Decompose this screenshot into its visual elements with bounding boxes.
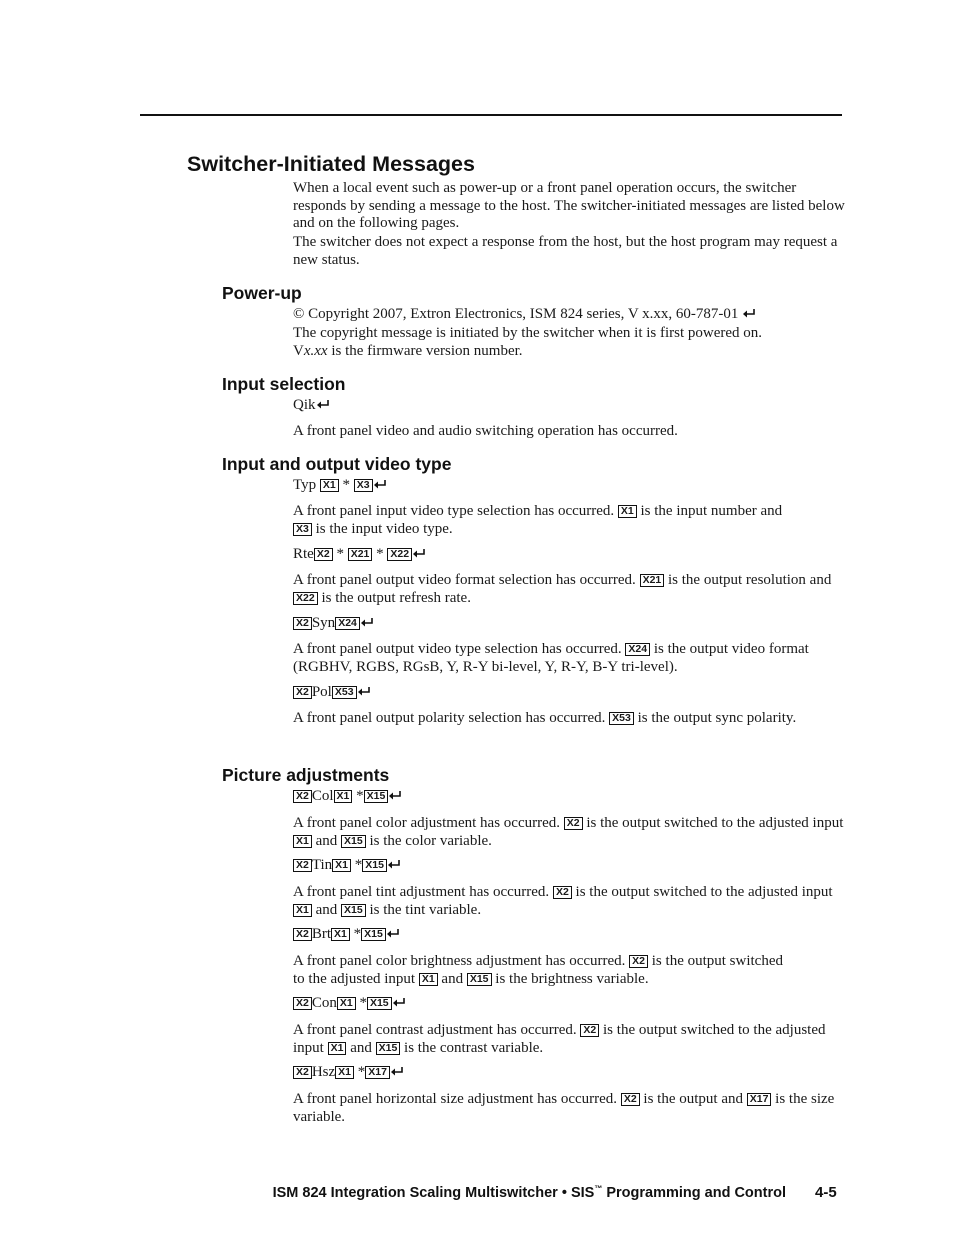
star: * xyxy=(338,477,354,493)
page-title: Switcher-Initiated Messages xyxy=(187,152,475,176)
var-x1: X1 xyxy=(331,928,350,941)
syn-text: Syn xyxy=(311,615,336,631)
firmware-rest: is the firmware version number. xyxy=(327,343,523,359)
var-x1: X1 xyxy=(332,859,351,872)
footer-text-a: ISM 824 Integration Scaling Multiswitcher • SIS xyxy=(272,1185,595,1201)
heading-power-up: Power-up xyxy=(222,283,302,303)
pol-command xyxy=(293,684,370,702)
star: * xyxy=(354,1064,366,1080)
con-description xyxy=(293,1022,845,1057)
var-x15: X15 xyxy=(364,790,389,803)
brt-text: Brt xyxy=(311,926,332,942)
pol-text: Pol xyxy=(311,684,332,700)
heading-picture-adjustments: Picture adjustments xyxy=(222,765,390,785)
var-x53: X53 xyxy=(332,686,357,699)
typ-text: Typ xyxy=(293,477,320,493)
var-x17: X17 xyxy=(747,1093,772,1106)
text: A front panel output polarity selection has occurred. xyxy=(293,710,610,726)
con-command xyxy=(293,995,405,1013)
heading-io-video-type: Input and output video type xyxy=(222,454,452,474)
text: and xyxy=(437,970,467,987)
var-x3: X3 xyxy=(354,479,373,492)
var-x2: X2 xyxy=(293,859,312,872)
text: is the output sync polarity. xyxy=(633,710,797,726)
var-x2: X2 xyxy=(293,790,312,803)
hsz-description xyxy=(293,1091,845,1126)
rte-description xyxy=(293,572,845,607)
var-x15: X15 xyxy=(362,859,387,872)
var-x1: X1 xyxy=(328,1042,347,1055)
var-x21: X21 xyxy=(640,574,665,587)
var-x21: X21 xyxy=(348,548,373,561)
var-x15: X15 xyxy=(341,835,366,848)
text: is the output and xyxy=(639,1091,747,1107)
text: is the size variable. xyxy=(293,1091,835,1125)
footer-text-b: Programming and Control xyxy=(602,1185,786,1201)
text: A front panel color brightness adjustment has occurred. xyxy=(293,953,630,969)
power-up-description: The copyright message is initiated by the switcher when it is first powered on. xyxy=(293,325,763,341)
return-icon xyxy=(743,309,755,318)
star: * xyxy=(332,546,348,562)
text: is the output resolution and xyxy=(664,572,832,588)
qik-text: Qik xyxy=(293,397,316,413)
return-icon xyxy=(358,687,370,696)
text: is the output switched to the adjusted input xyxy=(582,815,844,831)
tin-command xyxy=(293,857,400,875)
heading-input-selection: Input selection xyxy=(222,374,346,394)
rte-command xyxy=(293,546,425,564)
var-x1: X1 xyxy=(335,1066,354,1079)
firmware-version-var: x.xx xyxy=(303,343,328,359)
text: is the color variable. xyxy=(365,832,492,849)
var-x2: X2 xyxy=(314,548,333,561)
text: A front panel tint adjustment has occurred. xyxy=(293,884,553,900)
return-icon xyxy=(317,400,329,409)
col-description xyxy=(293,815,845,850)
var-x15: X15 xyxy=(341,904,366,917)
var-x2: X2 xyxy=(553,886,572,899)
tin-text: Tin xyxy=(311,857,333,873)
text: to the adjusted input xyxy=(293,970,419,987)
input-selection-description: A front panel video and audio switching operation has occurred. xyxy=(293,423,678,439)
firmware-prefix: V xyxy=(293,343,304,359)
text: A front panel output video format selection has occurred. xyxy=(293,572,640,588)
hsz-text: Hsz xyxy=(311,1064,336,1080)
var-x53: X53 xyxy=(609,712,634,725)
var-x2: X2 xyxy=(621,1093,640,1106)
return-icon xyxy=(374,480,386,489)
col-command xyxy=(293,788,401,806)
star: * xyxy=(351,857,363,873)
var-x2: X2 xyxy=(629,955,648,968)
var-x15: X15 xyxy=(467,973,492,986)
text: is the output video format (RGBHV, RGBS, RGsB, Y, R-Y bi-level, Y, R-Y, B-Y tri-level). xyxy=(293,641,809,675)
input-selection-command xyxy=(293,397,329,415)
var-x24: X24 xyxy=(335,617,360,630)
var-x2: X2 xyxy=(580,1024,599,1037)
text: and xyxy=(311,901,342,918)
typ-description xyxy=(293,503,845,538)
syn-command xyxy=(293,615,373,633)
var-x17: X17 xyxy=(365,1066,390,1079)
var-x2: X2 xyxy=(293,1066,312,1079)
var-x22: X22 xyxy=(387,548,412,561)
return-icon xyxy=(391,1067,403,1076)
text: is the brightness variable. xyxy=(491,970,649,987)
var-x1: X1 xyxy=(618,505,637,518)
text: is the contrast variable. xyxy=(400,1039,544,1056)
pol-description xyxy=(293,710,845,728)
power-up-command-text: © Copyright 2007, Extron Electronics, ISM 824 series, V x.xx, 60-787-01 xyxy=(293,306,739,322)
tin-description xyxy=(293,884,845,919)
typ-command xyxy=(293,477,386,495)
var-x2: X2 xyxy=(293,617,312,630)
syn-description xyxy=(293,641,845,676)
var-x3: X3 xyxy=(293,523,312,536)
var-x1: X1 xyxy=(337,997,356,1010)
brt-description xyxy=(293,953,845,988)
text: is the output refresh rate. xyxy=(317,589,471,606)
star: * xyxy=(352,788,364,804)
header-rule xyxy=(140,114,842,116)
return-icon xyxy=(389,791,401,800)
text: A front panel horizontal size adjustment has occurred. xyxy=(293,1091,621,1107)
var-x2: X2 xyxy=(293,686,312,699)
star: * xyxy=(355,995,367,1011)
var-x15: X15 xyxy=(367,997,392,1010)
var-x15: X15 xyxy=(376,1042,401,1055)
var-x15: X15 xyxy=(361,928,386,941)
text: is the output switched to the adjusted input xyxy=(571,884,833,900)
var-x22: X22 xyxy=(293,592,318,605)
return-icon xyxy=(393,998,405,1007)
brt-command xyxy=(293,926,399,944)
text: is the input number and xyxy=(636,503,783,519)
text: and xyxy=(346,1039,376,1056)
var-x24: X24 xyxy=(625,643,650,656)
return-icon xyxy=(361,618,373,627)
var-x2: X2 xyxy=(564,817,583,830)
rte-text: Rte xyxy=(293,546,314,562)
var-x2: X2 xyxy=(293,928,312,941)
text: is the output switched to the adjusted input xyxy=(293,1022,826,1056)
intro-paragraph-1: When a local event such as power-up or a front panel operation occurs, the switcher responds by sending a message to the host. The switcher-initiated messages are listed below and on the following pages. xyxy=(293,180,845,232)
text: and xyxy=(311,832,342,849)
star: * xyxy=(372,546,388,562)
text: A front panel color adjustment has occurred. xyxy=(293,815,564,831)
footer-title xyxy=(0,1184,786,1201)
col-text: Col xyxy=(311,788,334,804)
return-icon xyxy=(388,860,400,869)
var-x1: X1 xyxy=(293,835,312,848)
star: * xyxy=(349,926,362,942)
intro-paragraph-2: The switcher does not expect a response from the host, but the host program may request a new status. xyxy=(293,234,838,268)
text: is the input video type. xyxy=(311,520,453,537)
hsz-command xyxy=(293,1064,403,1082)
var-x1: X1 xyxy=(334,790,353,803)
trademark: ™ xyxy=(594,1184,603,1193)
var-x1: X1 xyxy=(419,973,438,986)
power-up-command xyxy=(293,306,755,324)
firmware-description xyxy=(293,343,845,361)
text: is the output switched xyxy=(648,953,784,969)
text: is the tint variable. xyxy=(365,901,482,918)
text: A front panel input video type selection has occurred. xyxy=(293,503,618,519)
return-icon xyxy=(413,549,425,558)
page-number: 4-5 xyxy=(815,1184,837,1201)
text: A front panel output video type selection has occurred. xyxy=(293,641,626,657)
var-x1: X1 xyxy=(320,479,339,492)
var-x1: X1 xyxy=(293,904,312,917)
con-text: Con xyxy=(311,995,337,1011)
var-x2: X2 xyxy=(293,997,312,1010)
return-icon xyxy=(387,929,399,938)
text: A front panel contrast adjustment has occurred. xyxy=(293,1022,581,1038)
